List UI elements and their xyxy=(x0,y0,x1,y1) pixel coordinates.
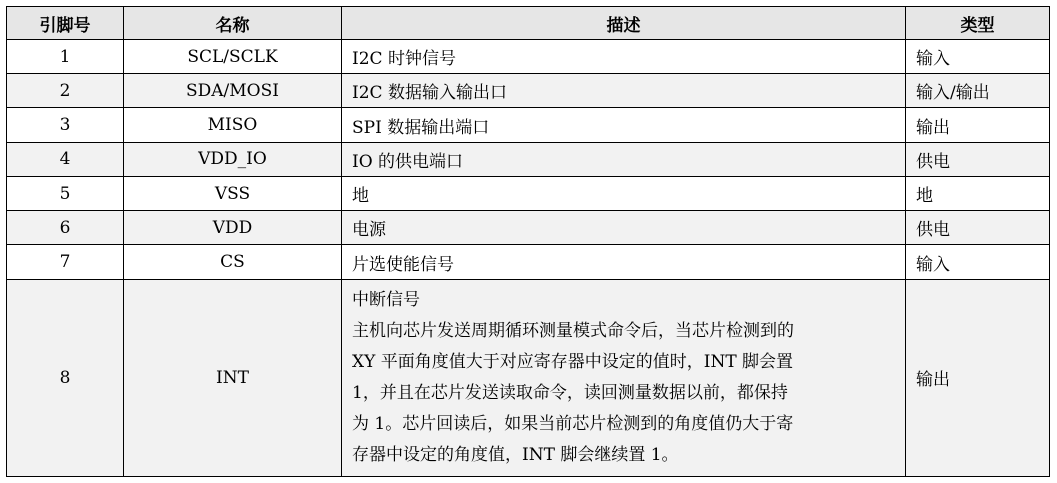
pin-type-cell: 输入/输出 xyxy=(906,74,1050,108)
pin-type-cell: 输入 xyxy=(906,40,1050,74)
pin-number-cell: 4 xyxy=(7,142,124,176)
description-line: 1，并且在芯片发送读取命令，读回测量数据以前，都保持 xyxy=(352,382,788,403)
pin-number-cell: 6 xyxy=(7,211,124,245)
table-row xyxy=(7,279,1050,476)
pin-number-cell: 8 xyxy=(7,279,124,476)
description-line: XY 平面角度值大于对应寄存器中设定的值时，INT 脚会置 xyxy=(352,351,794,372)
pin-number-cell: 2 xyxy=(7,74,124,108)
pin-name-cell: VDD xyxy=(124,211,342,245)
header-type: 类型 xyxy=(906,7,1050,40)
table-row xyxy=(7,211,1050,245)
pin-name-cell: CS xyxy=(124,245,342,279)
pin-description-table xyxy=(6,6,1050,477)
pin-description-cell: I2C 时钟信号 xyxy=(342,40,906,74)
pin-number-cell: 5 xyxy=(7,176,124,210)
table-row xyxy=(7,142,1050,176)
description-line: 主机向芯片发送周期循环测量模式命令后，当芯片检测到的 xyxy=(352,320,794,341)
pin-name-cell: VDD_IO xyxy=(124,142,342,176)
pin-number-cell: 7 xyxy=(7,245,124,279)
description-line: 存器中设定的角度值，INT 脚会继续置 1。 xyxy=(352,444,679,465)
pin-type-cell: 输出 xyxy=(906,108,1050,142)
pin-description-cell: 电源 xyxy=(342,211,906,245)
table-row xyxy=(7,74,1050,108)
pin-description-cell: 地 xyxy=(342,176,906,210)
table-header-row xyxy=(7,7,1050,40)
pin-number-cell: 1 xyxy=(7,40,124,74)
pin-type-cell: 地 xyxy=(906,176,1050,210)
pin-description-cell: IO 的供电端口 xyxy=(342,142,906,176)
header-description: 描述 xyxy=(342,7,906,40)
pin-description-cell xyxy=(342,279,906,476)
header-name: 名称 xyxy=(124,7,342,40)
pin-type-cell: 供电 xyxy=(906,142,1050,176)
table-row xyxy=(7,108,1050,142)
pin-description-cell: 片选使能信号 xyxy=(342,245,906,279)
pin-name-cell: INT xyxy=(124,279,342,476)
pin-type-cell: 供电 xyxy=(906,211,1050,245)
pin-type-cell: 输入 xyxy=(906,245,1050,279)
pin-name-cell: VSS xyxy=(124,176,342,210)
pin-description-cell: SPI 数据输出端口 xyxy=(342,108,906,142)
pin-type-cell: 输出 xyxy=(906,279,1050,476)
table-row xyxy=(7,40,1050,74)
pin-name-cell: SCL/SCLK xyxy=(124,40,342,74)
pin-description-cell: I2C 数据输入输出口 xyxy=(342,74,906,108)
table-row xyxy=(7,245,1050,279)
pin-name-cell: SDA/MOSI xyxy=(124,74,342,108)
pin-name-cell: MISO xyxy=(124,108,342,142)
pin-table-container xyxy=(6,6,1049,477)
header-pin-number: 引脚号 xyxy=(7,7,124,40)
table-row xyxy=(7,176,1050,210)
pin-number-cell: 3 xyxy=(7,108,124,142)
description-line: 为 1。芯片回读后，如果当前芯片检测到的角度值仍大于寄 xyxy=(352,413,794,434)
description-line: 中断信号 xyxy=(352,289,420,310)
